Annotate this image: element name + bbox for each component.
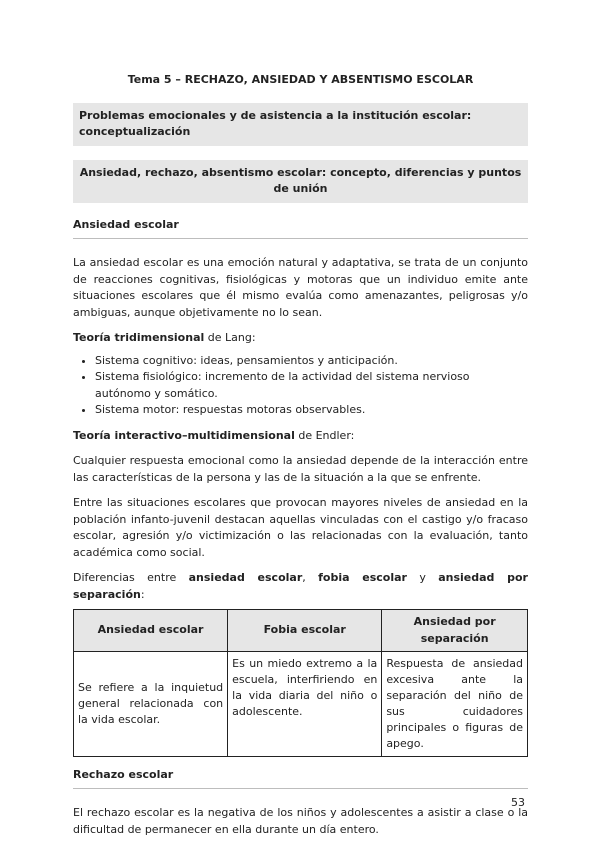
diff-suffix: :: [140, 587, 145, 601]
list-item: • Sistema fisiológico: incremento de la actividad del sistema nervioso autónomo y somático.: [95, 369, 528, 402]
diff-term-1: ansiedad escolar: [188, 571, 303, 584]
diff-sep-1: ,: [302, 571, 319, 584]
paragraph-rechazo: El rechazo escolar es la negativa de los niños y adolescentes a asistir a clase o la dificultad de permanecer en ella durante un día entero.: [73, 806, 528, 836]
table-header: Ansiedad escolar: [74, 610, 228, 652]
divider: [73, 238, 528, 239]
diff-term-3: ansiedad por separación: [73, 571, 528, 601]
page-number: 53: [511, 796, 525, 809]
table-row: [74, 652, 528, 757]
paragraph-endler: [73, 428, 528, 445]
lang-rest: de Lang:: [204, 331, 256, 344]
paragraph-lang: [73, 330, 528, 347]
table-header: Ansiedad por separación: [382, 610, 528, 652]
document-page: [73, 72, 528, 847]
paragraph-definition: La ansiedad escolar es una emoción natural y adaptativa, se trata de un conjunto de reacciones cognitivas, fisiológicas y motoras que un individuo emite ante situaciones escolares que él mismo evalúa como amenazantes, peligrosas y/o ambiguas, aunque objetivamente no lo sean.: [73, 256, 528, 319]
paragraph-situations: Entre las situaciones escolares que provocan mayores niveles de ansiedad en la población infanto-juvenil destacan aquellas vinculadas con el castigo y/o fracaso escolar, agresión y/o victimización o las relacionadas con la evaluación, tanto académica como social.: [73, 496, 528, 559]
endler-bold: Teoría interactivo–multidimensional: [73, 428, 295, 442]
section-banner: Problemas emocionales y de asistencia a la institución escolar: conceptualización: [73, 103, 528, 146]
diff-prefix: Diferencias entre: [73, 571, 189, 584]
table-header: Fobia escolar: [228, 610, 382, 652]
paragraph-differences: [73, 570, 528, 603]
endler-rest: de Endler:: [294, 428, 355, 442]
table-cell: Se refiere a la inquietud general relacionada con la vida escolar.: [74, 652, 228, 757]
bullet-list: [73, 353, 528, 419]
paragraph-interaction: Cualquier respuesta emocional como la ansiedad depende de la interacción entre las características de la persona y las de la situación a la que se enfrente.: [73, 454, 528, 484]
subsection-banner: Ansiedad, rechazo, absentismo escolar: concepto, diferencias y puntos de unión: [73, 160, 528, 203]
lang-bold: Teoría tridimensional: [73, 331, 205, 344]
divider: [73, 788, 528, 789]
table-header-row: [74, 610, 528, 652]
diff-term-2: fobia escolar: [318, 571, 407, 584]
list-item: • Sistema cognitivo: ideas, pensamientos y anticipación.: [95, 353, 528, 370]
table-cell: Respuesta de ansiedad excesiva ante la separación del niño de sus cuidadores principales o figuras de apego.: [382, 652, 528, 757]
table-cell: Es un miedo extremo a la escuela, interfiriendo en la vida diaria del niño o adolescente.: [228, 652, 382, 757]
page-title: Tema 5 – RECHAZO, ANSIEDAD Y ABSENTISMO ESCOLAR: [127, 73, 474, 86]
diff-sep-2: y: [406, 571, 439, 584]
heading-rechazo-escolar: Rechazo escolar: [73, 767, 174, 781]
heading-ansiedad-escolar: Ansiedad escolar: [73, 217, 179, 231]
list-item: • Sistema motor: respuestas motoras observables.: [95, 402, 528, 419]
comparison-table: [73, 609, 528, 757]
